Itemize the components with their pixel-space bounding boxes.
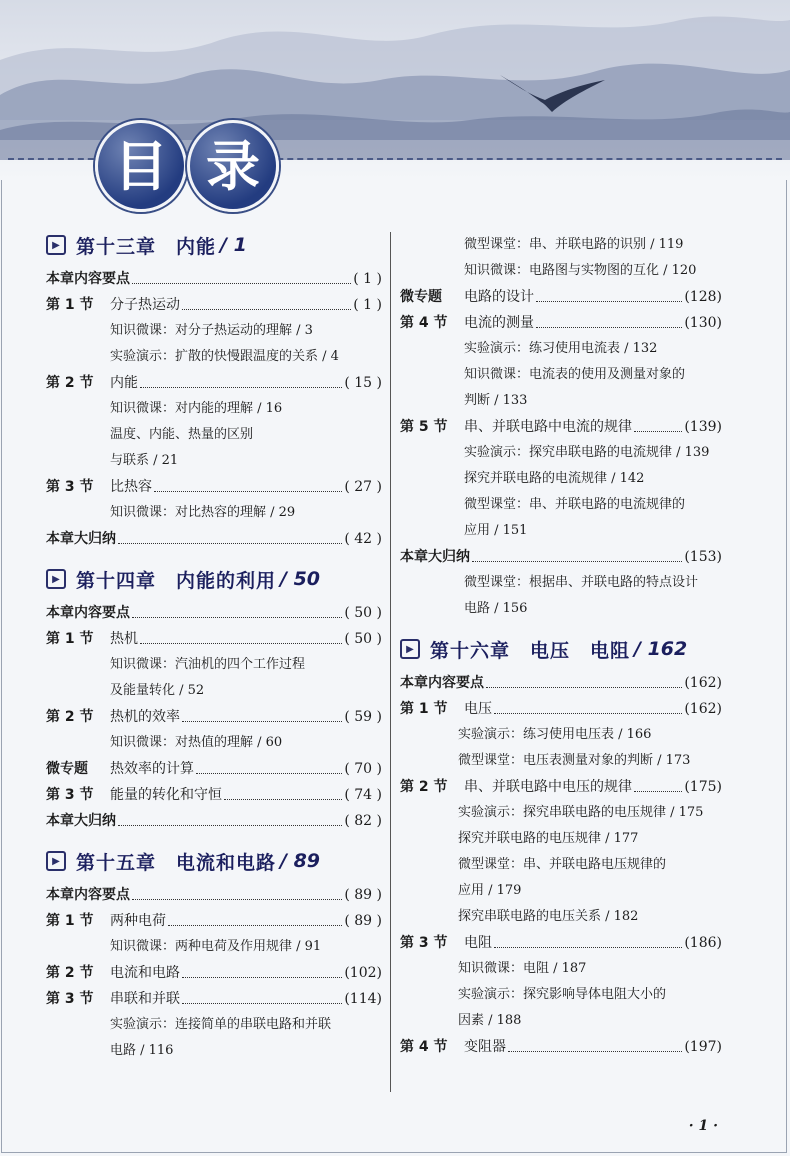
toc-section-label: 第 2 节 [46,965,94,981]
toc-entry-title: 串联和并联 [110,991,180,1007]
title-char-2: 录 [206,134,260,198]
toc-entry[interactable] [46,882,382,908]
toc-entry-page: ( 1 ) [353,297,382,313]
toc-subitem[interactable]: 知识微课：对比热容的理解 / 29 [110,505,296,520]
toc-subitem[interactable]: 电路 / 116 [110,1043,174,1058]
toc-entry-title: 两种电荷 [110,913,166,929]
toc-entry-text [110,474,382,500]
toc-subitem[interactable]: 实验演示：探究串联电路的电压规律 / 175 [458,805,704,820]
toc-entry-page: ( 89 ) [344,913,382,929]
toc-entry-page: ( 50 ) [344,631,382,647]
toc-subitem[interactable]: 知识微课：电阻 / 187 [458,961,587,976]
leader-dots [196,756,342,774]
toc-entry[interactable] [46,526,382,552]
leader-dots [536,310,682,328]
leader-dots [132,266,351,284]
toc-subitem[interactable]: 因素 / 188 [458,1013,522,1028]
leader-dots [154,474,342,492]
toc-entry-page: (130) [684,315,722,331]
toc-subitem[interactable]: 实验演示：连接简单的串联电路和并联 [110,1017,332,1032]
toc-entry-page: ( 50 ) [344,605,382,621]
toc-subitem[interactable]: 知识微课：汽油机的四个工作过程 [110,657,306,672]
toc-section-label: 本章内容要点 [46,605,130,621]
toc-subitem[interactable]: 微型课堂：根据串、并联电路的特点设计 [464,575,699,590]
toc-entry[interactable] [400,284,722,310]
chapter-page: / 50 [280,568,321,590]
toc-subitem[interactable]: 与联系 / 21 [110,453,179,468]
toc-subitem[interactable]: 实验演示：探究影响导体电阻大小的 [458,987,667,1002]
leader-dots [182,960,342,978]
page-number: · 1 · [688,1118,718,1134]
toc-subitem[interactable]: 知识微课：对热值的理解 / 60 [110,735,283,750]
toc-entry-text [464,414,722,440]
chapter-arrow-icon: ▶ [46,569,66,589]
toc-subitem[interactable]: 应用 / 179 [458,883,522,898]
leader-dots [494,930,682,948]
toc-entry-page: (175) [684,779,722,795]
toc-entry-text [110,704,382,730]
toc-entry-page: ( 89 ) [344,887,382,903]
toc-subitem[interactable]: 微型课堂：电压表测量对象的判断 / 173 [458,753,691,768]
leader-dots [140,626,342,644]
toc-section-label: 第 3 节 [46,991,94,1007]
toc-entry-text [464,284,722,310]
toc-entry-title: 变阻器 [464,1039,506,1055]
toc-entry[interactable] [400,1034,722,1060]
toc-section-label: 第 2 节 [46,375,94,391]
toc-subitem[interactable]: 探究串联电路的电压关系 / 182 [458,909,639,924]
toc-entry[interactable] [46,266,382,292]
toc-entry-page: ( 1 ) [353,271,382,287]
toc-entry-text [110,292,382,318]
toc-section-label: 本章大归纳 [400,549,470,565]
toc-entry-page: (162) [684,701,722,717]
toc-entry[interactable] [46,370,382,396]
leader-dots [132,882,342,900]
leader-dots [508,1034,682,1052]
toc-entry-text [130,882,382,908]
toc-entry-title: 电路的设计 [464,289,534,305]
toc-entry-text [110,626,382,652]
leader-dots [140,370,342,388]
toc-section-label: 第 4 节 [400,1039,448,1055]
toc-entry-title: 串、并联电路中电流的规律 [464,419,632,435]
toc-subitem[interactable]: 应用 / 151 [464,523,528,538]
toc-entry[interactable] [46,986,382,1012]
toc-entry-page: ( 27 ) [344,479,382,495]
chapter-heading[interactable] [46,848,382,874]
toc-entry-text [116,808,382,834]
toc-subitem[interactable]: 探究并联电路的电流规律 / 142 [464,471,645,486]
toc-entry-text [110,756,382,782]
leader-dots [168,908,342,926]
toc-entry-page: ( 82 ) [344,813,382,829]
toc-entry[interactable] [46,960,382,986]
toc-entry-text [110,370,382,396]
chapter-page: / 1 [220,234,247,256]
toc-entry-text [464,930,722,956]
chapter-page: / 89 [280,850,321,872]
toc-section-label: 第 2 节 [400,779,448,795]
toc-section-label: 第 1 节 [46,913,94,929]
toc-subitem[interactable]: 及能量转化 / 52 [110,683,205,698]
title-circle-2 [187,120,279,212]
chapter-heading[interactable] [400,636,722,662]
leader-dots [634,414,682,432]
chapter-arrow-icon: ▶ [46,235,66,255]
toc-section-label: 本章内容要点 [46,887,130,903]
toc-entry-page: (128) [684,289,722,305]
toc-entry-page: ( 59 ) [344,709,382,725]
toc-subitem[interactable]: 知识微课：两种电荷及作用规律 / 91 [110,939,322,954]
toc-entry-title: 分子热运动 [110,297,180,313]
toc-entry[interactable] [400,774,722,800]
toc-section-label: 第 3 节 [46,479,94,495]
toc-section-label: 第 5 节 [400,419,448,435]
leader-dots [224,782,342,800]
toc-entry-text [470,544,722,570]
toc-entry-page: ( 42 ) [344,531,382,547]
title-circle-1 [95,120,187,212]
leader-dots [132,600,342,618]
toc-entry-text [464,1034,722,1060]
toc-section-label: 本章大归纳 [46,813,116,829]
toc-entry-title: 串、并联电路中电压的规律 [464,779,632,795]
toc-subitem[interactable]: 温度、内能、热量的区别 [110,427,254,442]
toc-entry-page: ( 15 ) [344,375,382,391]
toc-section-label: 本章大归纳 [46,531,116,547]
chapter-page: / 162 [634,638,688,660]
toc-entry-title: 电流的测量 [464,315,534,331]
chapter-title: 第十三章 内能 [76,235,217,258]
leader-dots [536,284,682,302]
toc-section-label: 第 1 节 [46,297,94,313]
toc-subitem[interactable]: 实验演示：探究串联电路的电流规律 / 139 [464,445,710,460]
toc-entry[interactable] [46,626,382,652]
toc-subitem[interactable]: 知识微课：对分子热运动的理解 / 3 [110,323,313,338]
toc-entry-title: 热机 [110,631,138,647]
toc-entry-title: 电流和电路 [110,965,180,981]
toc-subitem[interactable]: 微型课堂：串、并联电路的识别 / 119 [464,237,684,252]
toc-entry-page: (197) [684,1039,722,1055]
toc-entry-text [464,696,722,722]
toc-section-label: 第 1 节 [400,701,448,717]
toc-entry[interactable] [46,756,382,782]
toc-entry-text [484,670,722,696]
toc-entry[interactable] [400,310,722,336]
toc-subitem[interactable]: 实验演示：扩散的快慢跟温度的关系 / 4 [110,349,339,364]
toc-entry-text [116,526,382,552]
toc-entry[interactable] [400,670,722,696]
leader-dots [118,526,342,544]
toc-entry-title: 内能 [110,375,138,391]
toc-section-label: 本章内容要点 [46,271,130,287]
leader-dots [118,808,342,826]
toc-entry-page: (114) [344,991,382,1007]
toc-subitem[interactable]: 知识微课：电流表的使用及测量对象的 [464,367,686,382]
toc-entry-text [110,782,382,808]
chapter-heading[interactable] [46,232,382,258]
toc-entry[interactable] [46,292,382,318]
toc-section-label: 本章内容要点 [400,675,484,691]
chapter-title: 第十五章 电流和电路 [76,851,277,874]
toc-subitem[interactable]: 实验演示：练习使用电压表 / 166 [458,727,652,742]
toc-entry-title: 比热容 [110,479,152,495]
toc-entry-page: (162) [684,675,722,691]
toc-section-label: 微专题 [400,289,442,305]
toc-section-label: 第 1 节 [46,631,94,647]
chapter-gap [400,622,722,636]
toc-right-column [400,232,722,1060]
toc-entry-page: ( 74 ) [344,787,382,803]
toc-section-label: 第 3 节 [400,935,448,951]
toc-entry[interactable] [400,414,722,440]
chapter-gap [46,834,382,848]
toc-entry[interactable] [46,808,382,834]
toc-subitem[interactable]: 知识微课：对内能的理解 / 16 [110,401,283,416]
toc-entry[interactable] [400,696,722,722]
toc-entry[interactable] [46,600,382,626]
leader-dots [486,670,682,688]
chapter-title: 第十六章 电压 电阻 [430,639,631,662]
toc-entry-text [130,266,382,292]
toc-entry[interactable] [46,474,382,500]
toc-entry[interactable] [400,544,722,570]
chapter-heading[interactable] [46,566,382,592]
toc-entry-page: ( 70 ) [344,761,382,777]
toc-entry-page: (102) [344,965,382,981]
leader-dots [472,544,682,562]
title-char-1: 目 [114,134,168,198]
leader-dots [494,696,682,714]
toc-entry-text [464,774,722,800]
toc-entry-page: (153) [684,549,722,565]
toc-subitem[interactable]: 微型课堂：串、并联电路的电流规律的 [464,497,686,512]
toc-section-label: 第 2 节 [46,709,94,725]
toc-subitem[interactable]: 探究并联电路的电压规律 / 177 [458,831,639,846]
column-divider [390,232,391,1092]
toc-entry-text [110,908,382,934]
toc-subitem[interactable]: 知识微课：电路图与实物图的互化 / 120 [464,263,697,278]
toc-subitem[interactable]: 微型课堂：串、并联电路电压规律的 [458,857,667,872]
toc-entry-text [110,960,382,986]
chapter-arrow-icon: ▶ [400,639,420,659]
toc-entry-title: 电阻 [464,935,492,951]
leader-dots [182,986,342,1004]
toc-entry[interactable] [400,930,722,956]
leader-dots [182,292,351,310]
toc-entry-page: (186) [684,935,722,951]
toc-subitem[interactable]: 实验演示：练习使用电流表 / 132 [464,341,658,356]
toc-entry[interactable] [46,782,382,808]
chapter-arrow-icon: ▶ [46,851,66,871]
toc-section-label: 第 3 节 [46,787,94,803]
toc-entry-text [110,986,382,1012]
toc-entry-title: 电压 [464,701,492,717]
toc-entry[interactable] [46,704,382,730]
toc-entry-text [130,600,382,626]
toc-subitem[interactable]: 电路 / 156 [464,601,528,616]
toc-section-label: 微专题 [46,761,88,777]
toc-subitem[interactable]: 判断 / 133 [464,393,528,408]
leader-dots [182,704,342,722]
toc-entry-title: 热效率的计算 [110,761,194,777]
toc-entry-title: 热机的效率 [110,709,180,725]
leader-dots [634,774,682,792]
page-title [95,120,273,204]
toc-entry-page: (139) [684,419,722,435]
chapter-title: 第十四章 内能的利用 [76,569,277,592]
toc-section-label: 第 4 节 [400,315,448,331]
toc-entry-text [464,310,722,336]
toc-entry[interactable] [46,908,382,934]
toc-entry-title: 能量的转化和守恒 [110,787,222,803]
toc-left-column [46,232,382,1064]
chapter-gap [46,552,382,566]
